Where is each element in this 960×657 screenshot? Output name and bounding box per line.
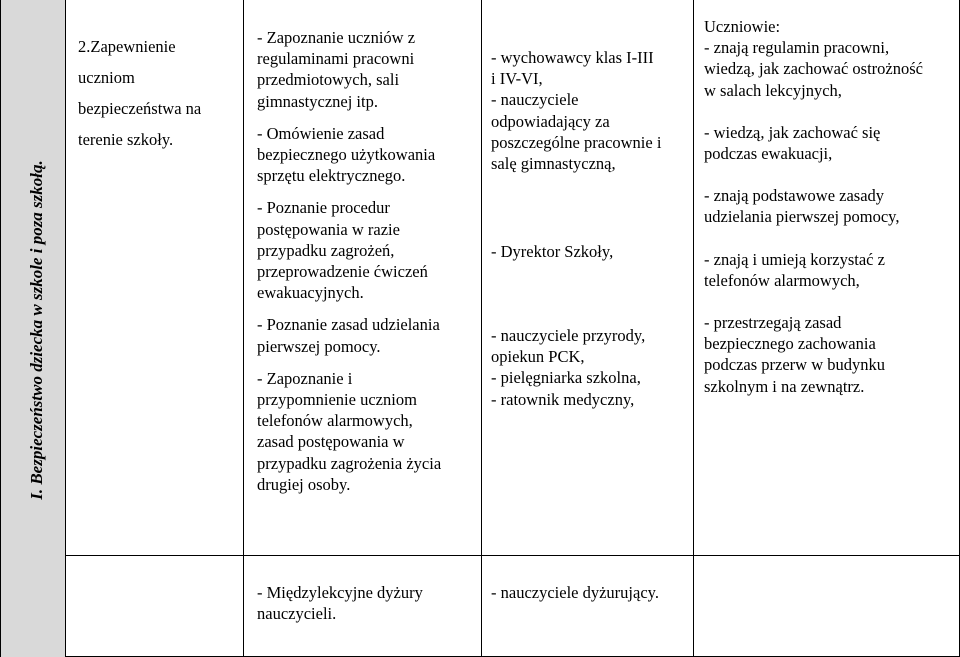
action-line: przeprowadzenie ćwiczeń [257,262,428,282]
task-cell [78,31,228,155]
responsible-line: - pielęgniarka szkolna, [491,368,641,388]
section-header-cell [0,0,66,657]
action-line: przedmiotowych, sali [257,70,400,90]
responsible-line: salę gimnastyczną, [491,154,616,174]
action-line: przypadku zagrożeń, [257,240,395,260]
action-line: gimnastycznej itp. [257,91,378,111]
action-line: - Międzylekcyjne dyżury [257,583,423,602]
action-line: pierwszej pomocy. [257,336,381,356]
task-line: 2.Zapewnienie [78,37,176,56]
row-divider [66,555,960,556]
responsible-line: - nauczyciele [491,90,579,110]
action-line: przypadku zagrożenia życia [257,453,442,473]
outcome-line: podczas przerw w budynku [704,355,885,375]
action-line: przypomnienie uczniom [257,390,417,410]
responsible-item [491,241,691,262]
action-line: nauczycieli. [257,604,337,624]
responsible-line: - nauczyciele przyrody, [491,326,646,345]
outcomes-cell [704,16,954,397]
action-line: - Poznanie zasad udzielania [257,315,440,335]
responsible-item [491,47,691,174]
action-item [257,368,477,495]
outcome-item [704,312,954,397]
outcome-item [704,122,954,164]
outcome-line: szkolnym i na zewnątrz. [704,376,865,396]
action-line: - Zapoznanie i [257,368,353,388]
action-line: postępowania w razie [257,219,400,239]
outcomes-header: Uczniowie: [704,17,781,36]
task-line: uczniom [78,68,135,87]
task-line: terenie szkoły. [78,130,174,149]
outcome-line: podczas ewakuacji, [704,144,833,164]
outcome-line: udzielania pierwszej pomocy, [704,207,900,227]
section-title: I. Bezpieczeństwo dziecka w szkole i poza szkołą. [27,160,46,500]
row2-actions-cell [257,582,477,624]
responsible-line: opiekun PCK, [491,347,585,367]
outcome-line: telefonów alarmowych, [704,270,860,290]
outcome-line: - znają i umieją korzystać z [704,249,885,269]
outcome-item [704,185,954,227]
outcome-line: - przestrzegają zasad [704,313,842,333]
responsible-line: - nauczyciele dyżurujący. [491,583,659,602]
responsible-line: poszczególne pracownie i [491,132,662,152]
action-item [257,27,477,112]
action-line: sprzętu elektrycznego. [257,166,406,186]
action-line: ewakuacyjnych. [257,283,364,303]
action-line: telefonów alarmowych, [257,411,413,431]
outcome-line: wiedzą, jak zachować ostrożność [704,59,923,79]
outcome-item [704,249,954,291]
outcome-line: w salach lekcyjnych, [704,80,842,100]
action-item [257,197,477,303]
action-line: zasad postępowania w [257,432,405,452]
responsible-line: - wychowawcy klas I-III [491,48,654,67]
action-line: - Poznanie procedur [257,198,390,218]
row2-responsible-cell [491,582,691,603]
outcome-line: bezpiecznego zachowania [704,334,876,354]
responsible-line: odpowiadający za [491,111,610,131]
action-line: - Zapoznanie uczniów z [257,28,416,47]
outcome-line: - wiedzą, jak zachować się [704,122,881,142]
responsible-line: - ratownik medyczny, [491,389,635,409]
action-item [257,123,477,187]
responsible-line: - Dyrektor Szkoły, [491,242,614,261]
outcome-line: - znają regulamin pracowni, [704,38,890,58]
task-line: bezpieczeństwa na [78,99,202,118]
column-divider [243,0,244,657]
actions-cell [257,27,477,495]
column-divider [481,0,482,657]
responsible-line: i IV-VI, [491,69,543,89]
action-item [257,314,477,356]
outcome-item [704,37,954,101]
column-divider [693,0,694,657]
outcome-line: - znają podstawowe zasady [704,186,885,206]
action-line: bezpiecznego użytkowania [257,145,436,165]
action-line: - Omówienie zasad [257,123,385,143]
responsible-item [491,325,691,410]
action-line: regulaminami pracowni [257,49,415,69]
action-line: drugiej osoby. [257,474,351,494]
